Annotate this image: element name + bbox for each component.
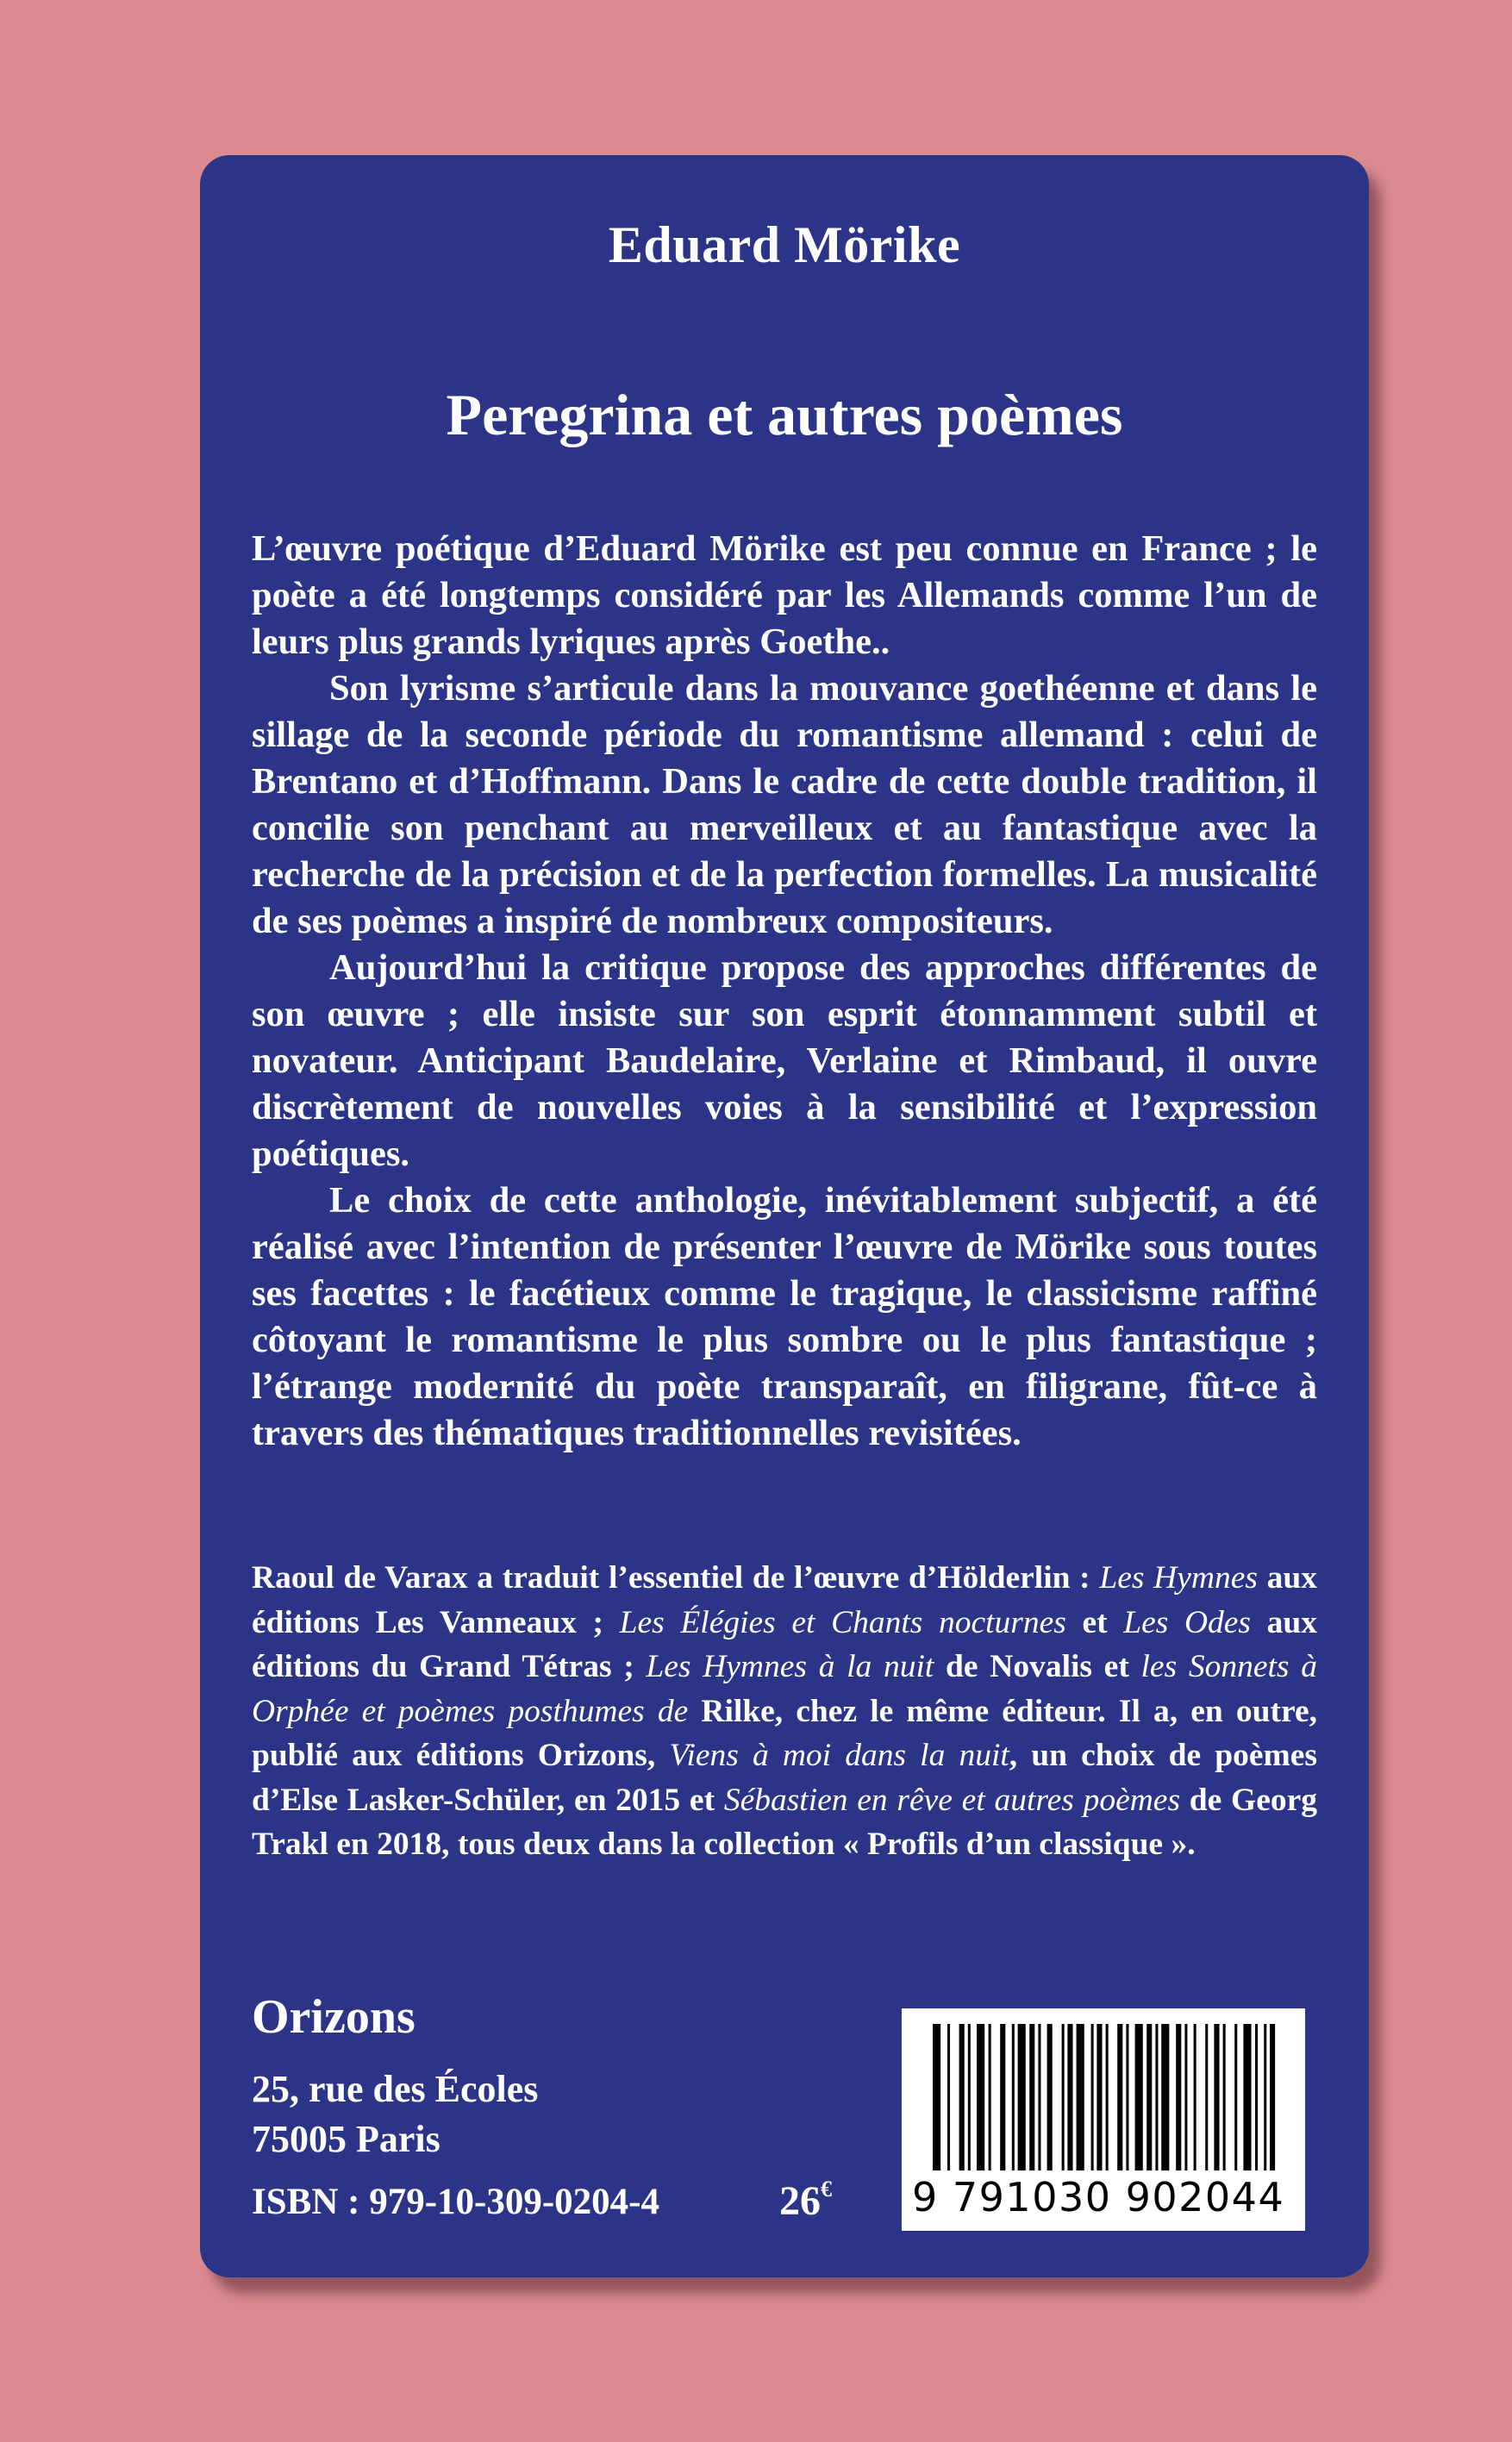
summary-paragraph: Le choix de cette anthologie, inévitablement subjectif, a été réalisé avec l’intention de présenter l’œuvre de Mörike sous toutes ses facettes : le facétieux comme le tragique, le classicisme raffiné côtoyant le romantisme le plus sombre ou le plus fantastique ; l’étrange modernité du poète transparaît, en filigrane, fût-ce à travers des thématiques traditionnelles revisitées. bbox=[252, 1180, 1317, 1453]
barcode-bar bbox=[989, 2024, 991, 2170]
barcode-bar bbox=[1047, 2024, 1053, 2170]
summary-paragraph: Son lyrisme s’articule dans la mouvance goethéenne et dans le sillage de la seconde période du romantisme allemand : celui de Brentano et d’Hoffmann. Dans le cadre de cette double tradition, il concilie son penchant au merveilleux et au fantastique avec la recherche de la précision et de la perfection formelles. La musicalité de ses poèmes a inspiré de nombreux compositeurs. bbox=[252, 668, 1317, 941]
bio-work-title: les Sonnets à Orphée et poèmes posthumes de bbox=[252, 1649, 1317, 1729]
publisher-address-city: 75005 Paris bbox=[252, 2118, 440, 2160]
price-currency: € bbox=[821, 2177, 832, 2202]
barcode-bar bbox=[1234, 2024, 1237, 2170]
barcode-bar bbox=[1176, 2024, 1181, 2170]
barcode-bars bbox=[933, 2024, 1284, 2170]
price-value: 26 bbox=[779, 2178, 821, 2224]
author-name: Eduard Mörike bbox=[608, 216, 961, 273]
barcode-bar bbox=[1270, 2024, 1275, 2170]
barcode-bar bbox=[1097, 2024, 1102, 2170]
barcode-bar bbox=[1000, 2024, 1005, 2170]
publisher-address-street: 25, rue des Écoles bbox=[252, 2068, 539, 2110]
bio-work-title: Les Odes bbox=[1123, 1604, 1252, 1640]
barcode-bar bbox=[1146, 2024, 1152, 2170]
barcode-bar bbox=[1155, 2024, 1158, 2170]
book-summary bbox=[252, 526, 1317, 1457]
bio-text: aux éditions Les Vanneaux ; bbox=[252, 1560, 1318, 1640]
barcode-bar bbox=[1117, 2024, 1122, 2170]
barcode-bar bbox=[1126, 2024, 1128, 2170]
bio-work-title: Les Élégies et Chants nocturnes bbox=[619, 1604, 1066, 1640]
translator-bio bbox=[252, 1556, 1317, 1867]
barcode-digits: 9 791030 902044 bbox=[912, 2174, 1285, 2220]
bio-text: , un choix de poèmes d’Else Lasker-Schüler, en 2015 et bbox=[252, 1738, 1317, 1818]
barcode-bar bbox=[1184, 2024, 1187, 2170]
bio-text: et bbox=[1065, 1604, 1124, 1640]
barcode-bar bbox=[1135, 2024, 1143, 2170]
barcode-bar bbox=[1255, 2024, 1258, 2170]
barcode-bar bbox=[1194, 2024, 1196, 2170]
barcode-bar bbox=[1161, 2024, 1169, 2170]
bio-work-title: Les Hymnes à la nuit bbox=[646, 1649, 934, 1684]
barcode-bar bbox=[1067, 2024, 1072, 2170]
barcode-bar bbox=[1038, 2024, 1040, 2170]
barcode-bar bbox=[1106, 2024, 1109, 2170]
bio-text: de Georg Trakl en 2018, tous deux dans la collection « Profils d’un classique ». bbox=[252, 1782, 1318, 1862]
barcode-bar bbox=[1012, 2024, 1015, 2170]
book-title: Peregrina et autres poèmes bbox=[446, 382, 1123, 447]
barcode-bar bbox=[977, 2024, 984, 2170]
back-cover-panel bbox=[200, 155, 1369, 2277]
barcode-bar bbox=[1077, 2024, 1084, 2170]
bio-text: aux éditions du Grand Tétras ; bbox=[252, 1604, 1318, 1684]
price-label bbox=[779, 2177, 832, 2225]
barcode-bar bbox=[1029, 2024, 1034, 2170]
barcode-bar bbox=[947, 2024, 950, 2170]
barcode-bar bbox=[933, 2024, 940, 2170]
summary-paragraph: L’œuvre poétique d’Eduard Mörike est peu connue en France ; le poète a été longtemps considéré par les Allemands comme l’un de leurs plus grands lyriques après Goethe.. bbox=[252, 528, 1317, 662]
bio-work-title: Sébastien en rêve et autres poèmes bbox=[723, 1782, 1181, 1818]
bio-work-title: Les Hymnes bbox=[1099, 1560, 1258, 1596]
barcode-bar bbox=[959, 2024, 965, 2170]
bio-text: de Novalis et bbox=[934, 1649, 1141, 1684]
barcode bbox=[902, 2008, 1305, 2231]
barcode-bar bbox=[1091, 2024, 1094, 2170]
barcode-bar bbox=[1243, 2024, 1251, 2170]
barcode-bar bbox=[1264, 2024, 1266, 2170]
bio-text: Raoul de Varax a traduit l’essentiel de l’œuvre d’Hölderlin : bbox=[252, 1560, 1100, 1596]
bio-work-title: Viens à moi dans la nuit bbox=[669, 1738, 1009, 1773]
summary-paragraph: Aujourd’hui la critique propose des approches différentes de son œuvre ; elle insiste sur son esprit étonnamment subtil et novateur. Anticipant Baudelaire, Verlaine et Rimbaud, il ouvre discrètement de nouvelles voies à la sensibilité et l’expression poétiques. bbox=[252, 947, 1317, 1174]
barcode-bar bbox=[1214, 2024, 1219, 2170]
bio-text: Rilke, chez le même éditeur. Il a, en outre, publié aux éditions Orizons, bbox=[252, 1693, 1317, 1773]
isbn-label: ISBN : 979-10-309-0204-4 bbox=[252, 2182, 659, 2222]
barcode-bar bbox=[1018, 2024, 1026, 2170]
barcode-bar bbox=[1062, 2024, 1065, 2170]
barcode-bar bbox=[968, 2024, 971, 2170]
barcode-bar bbox=[1223, 2024, 1226, 2170]
publisher-name: Orizons bbox=[252, 1990, 415, 2044]
barcode-bar bbox=[1205, 2024, 1208, 2170]
